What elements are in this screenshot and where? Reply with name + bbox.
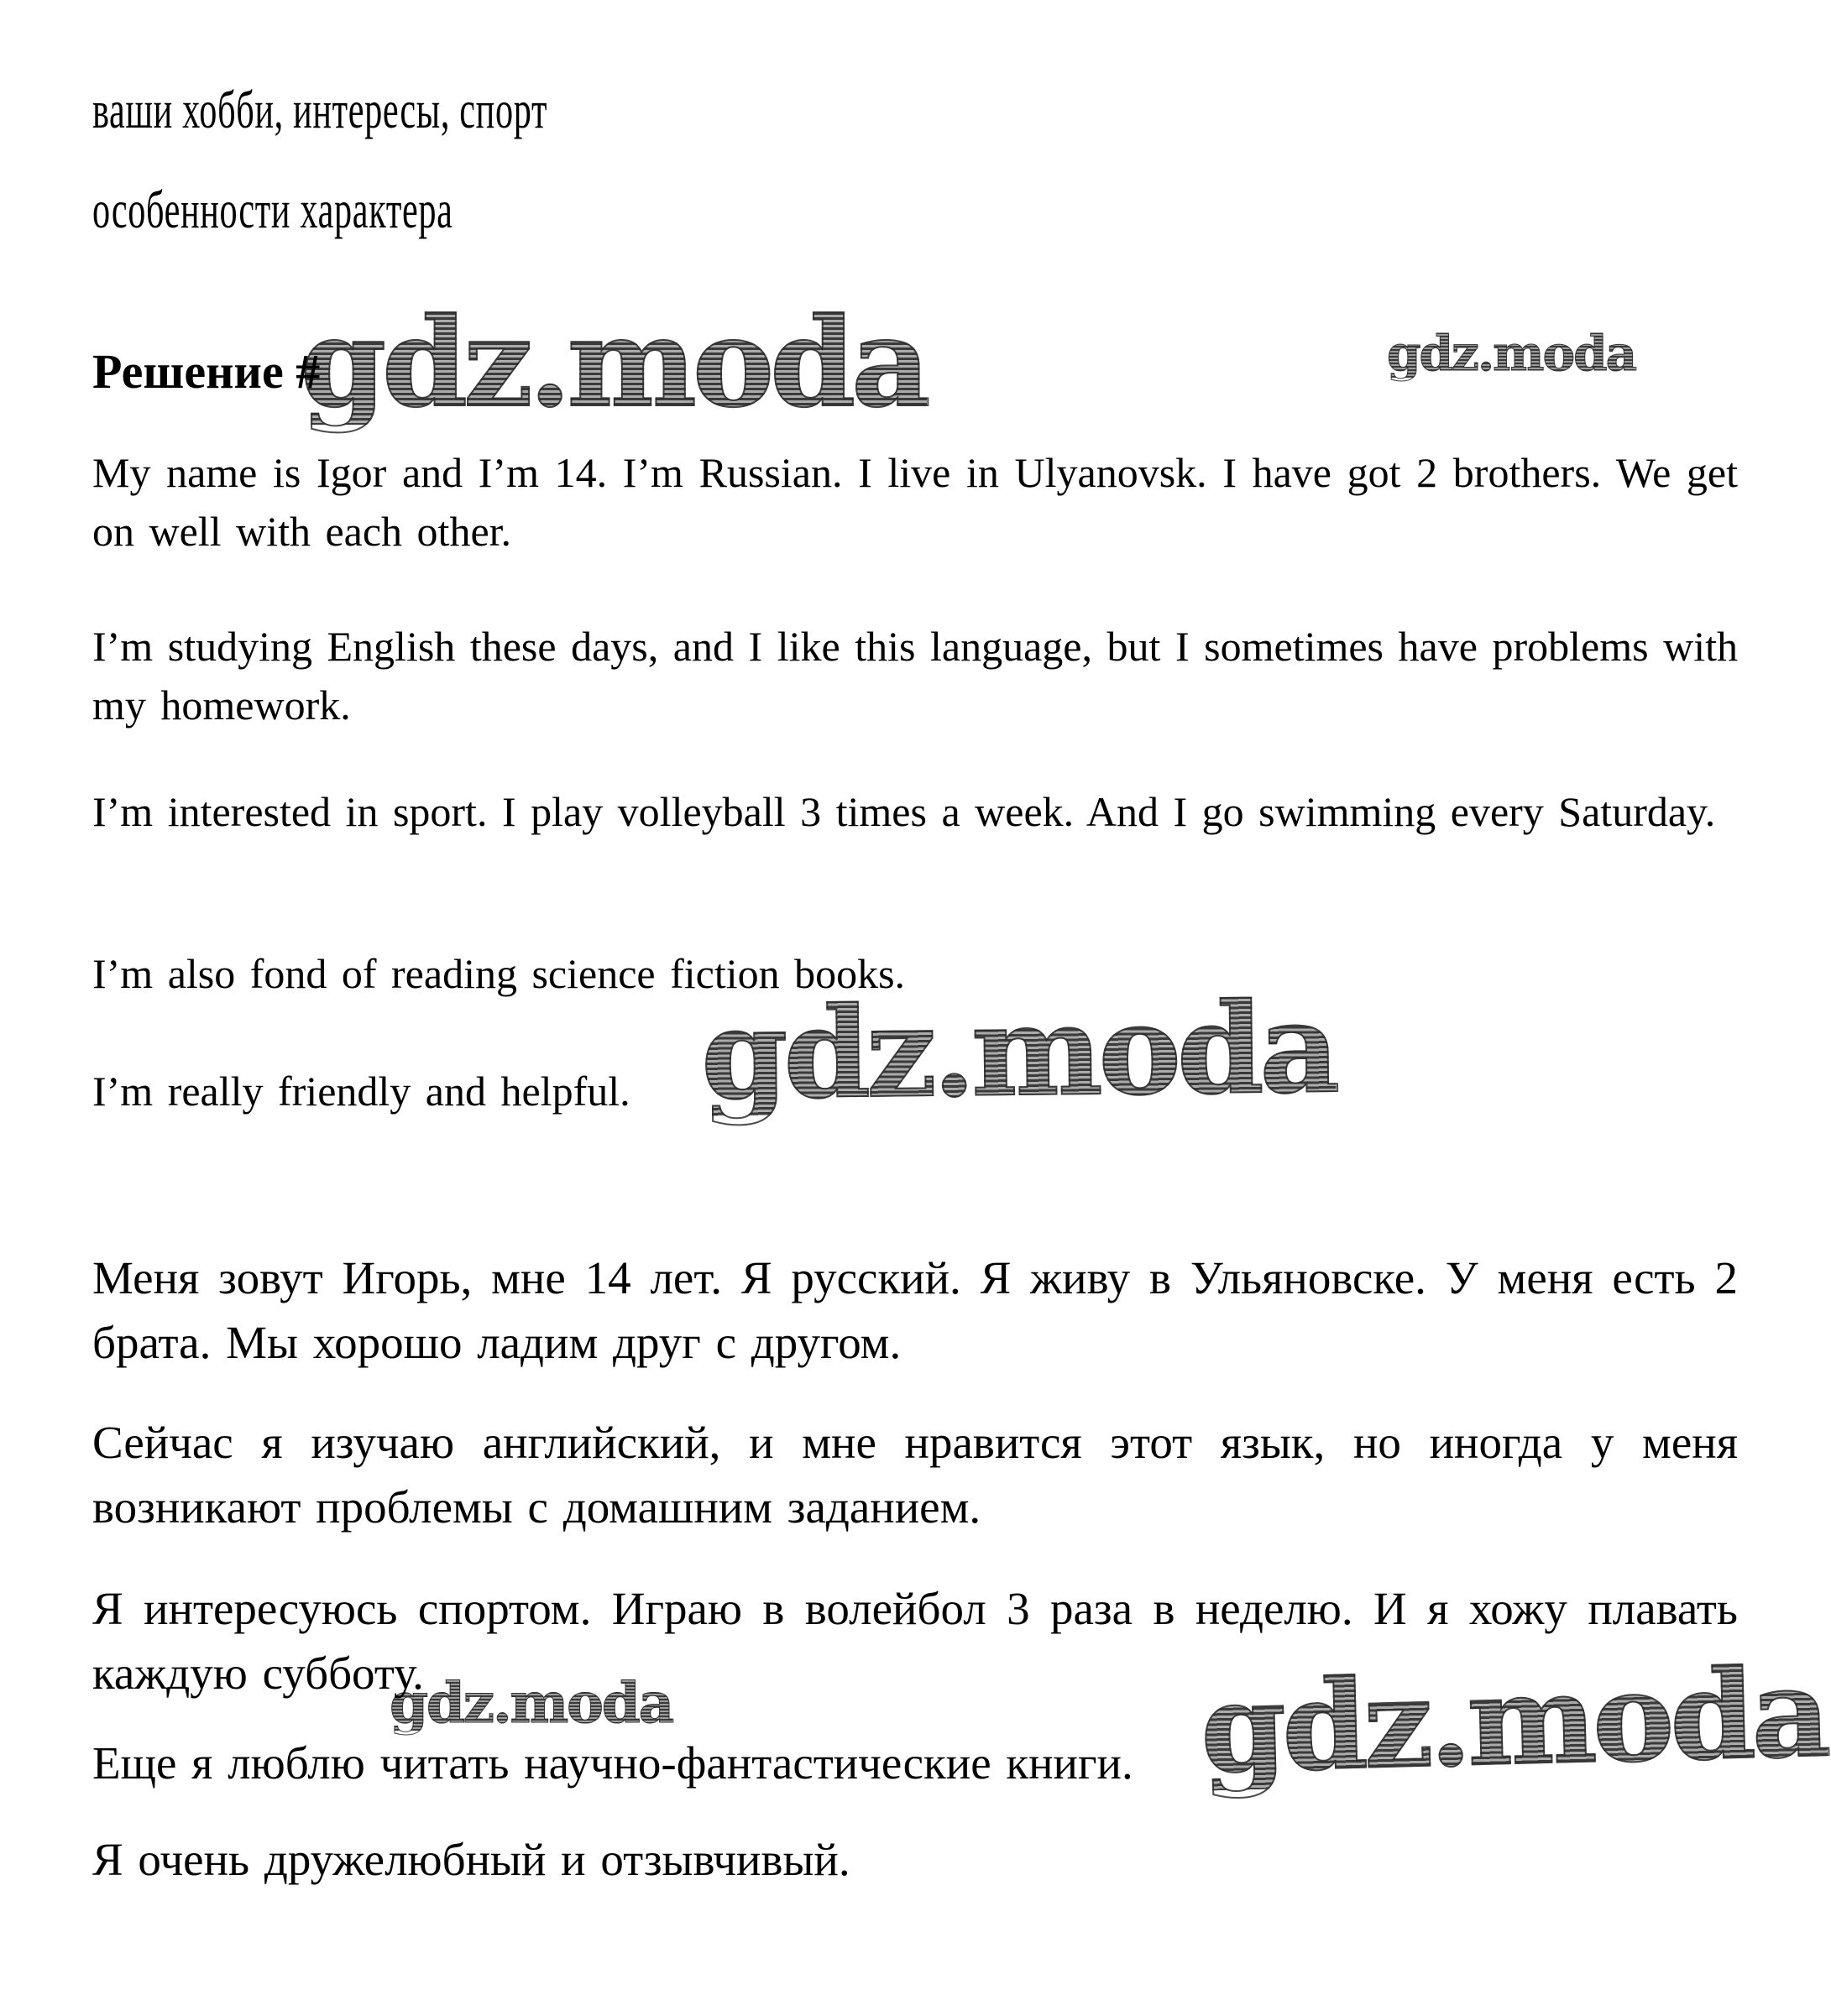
russian-paragraph-1: Меня зовут Игорь, мне 14 лет. Я русский. Я живу в Ульяновске. У меня есть 2 брата. Мы хорошо ладим друг с другом.: [92, 1252, 1738, 1368]
solution-label: Решение #: [92, 344, 321, 399]
watermark-gdz-moda-bottom-left: gdz.moda: [390, 1670, 673, 1736]
watermark-gdz-moda-heading: gdz.moda: [301, 291, 927, 435]
watermark-gdz-moda-middle: gdz.moda: [700, 974, 1337, 1127]
russian-paragraph-3: Я интересуюсь спортом. Играю в волейбол 3 раза в неделю. И я хожу плавать каждую субботу.: [92, 1583, 1738, 1699]
task-topic-line-1: ваши хобби, интересы, спорт: [92, 80, 548, 139]
english-paragraph-1: My name is Igor and I’m 14. I’m Russian. I live in Ulyanovsk. I have got 2 brothers. We get on well with each other.: [92, 449, 1738, 555]
english-paragraph-2: I’m studying English these days, and I like this language, but I sometimes have problems with my homework.: [92, 623, 1738, 729]
watermark-gdz-moda-bottom-right: gdz.moda: [1198, 1641, 1828, 1801]
russian-paragraph-4: Еще я люблю читать научно-фантастические книги.: [92, 1737, 1133, 1789]
english-paragraph-3: I’m interested in sport. I play volleyball 3 times a week. And I go swimming every Saturday.: [92, 788, 1716, 835]
russian-paragraph-2: Сейчас я изучаю английский, и мне нравится этот язык, но иногда у меня возникают проблемы с домашним заданием.: [92, 1417, 1738, 1533]
english-paragraph-4: I’m also fond of reading science fiction books.: [92, 950, 906, 997]
task-topic-line-2: особенности характера: [92, 180, 453, 239]
russian-paragraph-5: Я очень дружелюбный и отзывчивый.: [92, 1834, 850, 1885]
english-paragraph-5: I’m really friendly and helpful.: [92, 1068, 630, 1115]
solution-heading: [92, 343, 1738, 400]
watermark-gdz-moda-top-right: gdz.moda: [1387, 325, 1636, 382]
